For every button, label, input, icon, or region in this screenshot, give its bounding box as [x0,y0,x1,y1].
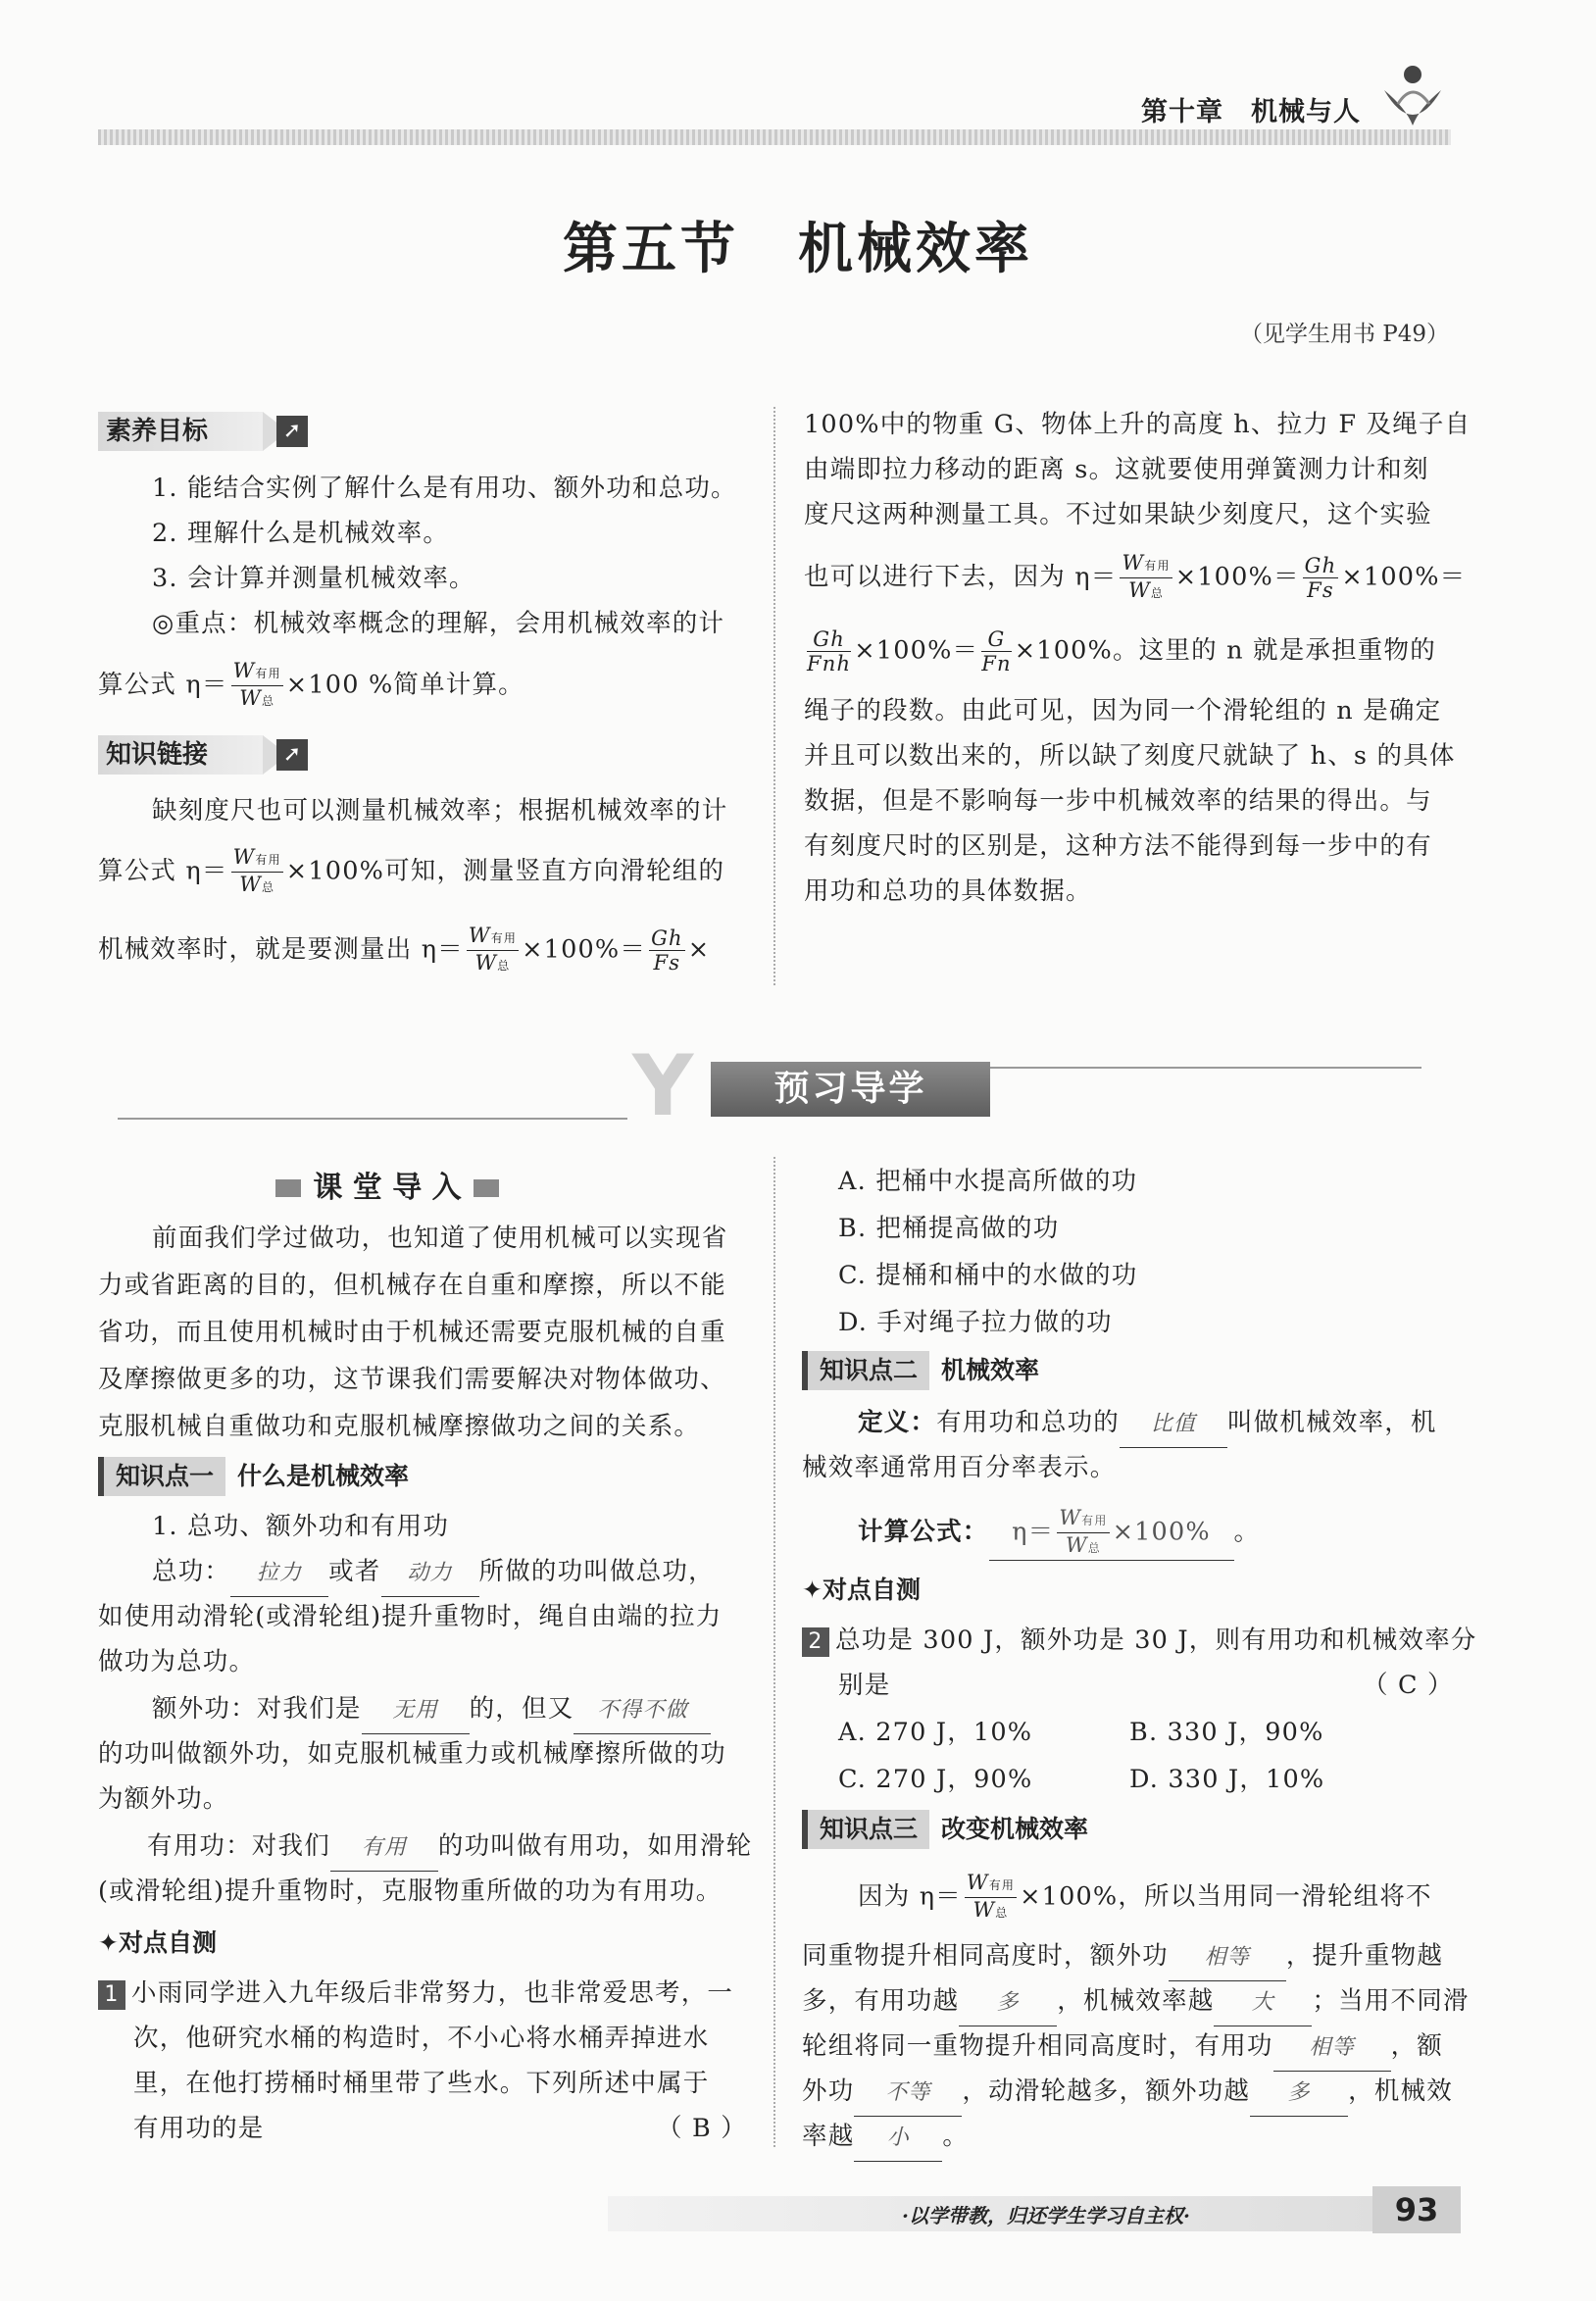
goals-tag: 素养目标 [98,412,263,451]
intro-line-1: 前面我们学过做功，也知道了使用机械可以实现省 [152,1224,728,1253]
answer-blank: 相等 [1273,2026,1391,2072]
star-icon: ✦ [802,1576,823,1604]
kp3-line-2: 同重物提升相同高度时，额外功 相等 ，提升重物越 [802,1933,1443,1981]
question-1-line-2: 次，他研究水桶的构造时，不小心将水桶弄掉进水 [133,2024,710,2053]
formula-blank: η＝ $\frac{\text{W有用}}{\text{W总}}$ ×100% [989,1506,1234,1561]
efficiency-fraction: $\frac{\text{W有用}}{\text{W总}}$ [232,845,281,896]
decor-block [275,1179,301,1197]
focus-line-1: ◎重点：机械效率概念的理解，会用机械效率的计 [152,609,725,638]
extra-work-line-3: 为额外功。 [98,1784,229,1814]
efficiency-fraction: $\frac{\text{W有用}}{\text{W总}}$ [966,1871,1016,1922]
intro-line-5: 克服机械自重做功和克服机械摩擦做功之间的关系。 [98,1412,701,1441]
q2-option-a: A. 270 J，10% [838,1718,1033,1747]
q1-option-c: C. 提桶和桶中的水做的功 [838,1261,1138,1290]
explain-line-7: 并且可以数出来的，所以缺了刻度尺就缺了 h、s 的具体 [804,741,1456,771]
focus-formula-suffix: ×100 %简单计算。 [285,670,524,700]
question-2-answer: （ C ） [1363,1671,1454,1700]
link-line-2: 算公式 η＝ $\frac{\text{W有用}}{\text{W总}}$ ×100%可知，测量竖直方向滑轮组的 [98,845,724,899]
answer-blank: 拉力 [230,1551,328,1597]
definition-line-2: 械效率通常用百分率表示。 [802,1453,1117,1482]
star-icon: ✦ [98,1928,119,1957]
efficiency-fraction: $\frac{\text{W有用}}{\text{W总}}$ [1122,551,1171,602]
total-work-line-2: 如使用动滑轮(或滑轮组)提升重物时，绳自由端的拉力 [98,1602,723,1631]
answer-blank: 比值 [1120,1402,1227,1448]
answer-blank: 不得不做 [574,1688,711,1734]
answer-blank: 有用 [330,1826,438,1872]
kp3-line-1: 因为 η＝ $\frac{\text{W有用}}{\text{W总}}$ ×100%，所以当用同一滑轮组将不 [858,1871,1432,1925]
explain-line-5: $\frac{Gh}{\text{Fnh}}$ ×100%＝ $\frac{G}{Fn}$ ×100%。这里的 n 就是承担重物的 [807,627,1436,675]
useful-work-line-2: (或滑轮组)提升重物时，克服物重所做的功为有用功。 [98,1876,723,1906]
q2-option-b: B. 330 J，90% [1129,1718,1324,1747]
self-test-heading: ✦对点自测 [98,1928,217,1957]
kp3-line-3: 多，有用功越 多 ，机械效率越 大 ；当用不同滑 [802,1978,1470,2026]
q1-option-a: A. 把桶中水提高所做的功 [838,1167,1138,1196]
banner-line-right [990,1067,1421,1069]
arrow-icon: ➚ [276,416,308,447]
arrow-icon: ➚ [276,739,308,771]
answer-blank: 小 [854,2116,942,2162]
q1-option-d: D. 手对绳子拉力做的功 [838,1308,1113,1337]
self-test-heading: ✦对点自测 [802,1576,921,1604]
q2-option-c: C. 270 J，90% [838,1765,1033,1794]
focus-line-2 [98,659,524,713]
intro-line-4: 及摩擦做更多的功，这节课我们需要解决对物体做功、 [98,1365,726,1394]
explain-line-3: 度尺这两种测量工具。不过如果缺少刻度尺，这个实验 [804,500,1432,529]
question-2-line-2: 别是 [838,1671,891,1700]
formula-line: 计算公式： η＝ $\frac{\text{W有用}}{\text{W总}}$ ×100% 。 [858,1506,1260,1561]
efficiency-fraction: $\frac{\text{W有用}}{\text{W总}}$ [232,659,281,710]
focus-formula-prefix: 算公式 η＝ [98,670,228,700]
answer-blank: 无用 [362,1688,470,1734]
column-divider [773,407,775,985]
reference-note: （见学生用书 P49） [1239,322,1449,347]
explain-line-8: 数据，但是不影响每一步中机械效率的结果的得出。与 [804,786,1432,816]
question-1-line-1: 1 小雨同学进入九年级后非常努力，也非常爱思考，一 [98,1971,733,2016]
q1-option-b: B. 把桶提高做的功 [838,1214,1060,1243]
gh-fs-fraction: $\frac{Gh}{Fs}$ [651,926,683,975]
gh-fnh-fraction: $\frac{Gh}{\text{Fnh}}$ [807,627,852,675]
page-title: 第五节 机械效率 [563,217,1033,281]
extra-work-line-2: 的功叫做额外功，如克服机械重力或机械摩擦所做的功 [98,1739,726,1769]
explain-line-9: 有刻度尺时的区别是，这种方法不能得到每一步中的有 [804,831,1432,861]
banner-line-left [118,1118,627,1120]
question-1-answer: （ B ） [657,2114,747,2143]
kp3-line-4: 轮组将同一重物提升相同高度时，有用功 相等 ，额 [802,2024,1443,2072]
knowledge-point-3: 知识点三 改变机械效率 [802,1810,1088,1849]
explain-line-4: 也可以进行下去，因为 η＝ $\frac{\text{W有用}}{\text{W总}}$ ×100%＝ $\frac{Gh}{Fs}$ ×100%＝ [804,551,1466,605]
definition-line-1: 定义：有用功和总功的 比值 叫做机械效率，机 [858,1400,1437,1448]
link-line-3: 机械效率时，就是要测量出 η＝ $\frac{\text{W有用}}{\text{W总}}$ ×100%＝ $\frac{Gh}{Fs}$ × [98,924,710,977]
logo-icon [1380,61,1445,133]
answer-blank: 不等 [854,2071,962,2117]
footer-motto: ·以学带教，归还学生学习自主权· [902,2204,1190,2227]
question-1-line-3: 里，在他打捞桶时桶里带了些水。下列所述中属于 [133,2069,710,2098]
extra-work-line-1: 额外功：对我们是 无用 的，但又 不得不做 [152,1686,711,1734]
q2-option-d: D. 330 J，10% [1129,1765,1325,1794]
explain-line-1: 100%中的物重 G、物体上升的高度 h、拉力 F 及绳子自 [804,410,1471,439]
decor-block [474,1179,499,1197]
kp1-subtitle: 1. 总功、额外功和有用功 [152,1512,450,1541]
link-tag: 知识链接 [98,735,263,775]
knowledge-point-2: 知识点二 机械效率 [802,1351,1039,1390]
total-work-line-1: 总功： 拉力 或者 动力 所做的功叫做总功， [152,1549,715,1597]
preview-banner: 预习导学 [711,1062,990,1117]
question-2-line-1: 2 总功是 300 J，额外功是 30 J，则有用功和机械效率分 [802,1618,1477,1663]
useful-work-line-1: 有用功：对我们 有用 的功叫做有用功，如用滑轮 [147,1824,752,1872]
kp3-line-6: 率越 小 。 [802,2114,969,2162]
explain-line-10: 用功和总功的具体数据。 [804,876,1092,906]
question-number: 1 [98,1980,125,2010]
question-1-line-4: 有用功的是 [133,2114,265,2143]
efficiency-fraction: $\frac{\text{W有用}}{\text{W总}}$ [1059,1506,1108,1557]
link-line-1: 缺刻度尺也可以测量机械效率；根据机械效率的计 [152,796,728,825]
answer-blank: 多 [1250,2071,1348,2117]
answer-blank: 动力 [381,1551,479,1597]
page-number: 93 [1372,2186,1461,2233]
intro-line-3: 省功，而且使用机械时由于机械还需要克服机械的自重 [98,1318,726,1347]
preview-letter: Y [632,1037,694,1135]
g-fn-fraction: $\frac{G}{Fn}$ [981,627,1012,675]
answer-blank: 大 [1214,1980,1312,2026]
chapter-title: 第十章 机械与人 [1141,97,1361,127]
total-work-line-3: 做功为总功。 [98,1647,256,1676]
kp3-line-5: 外功 不等 ，动滑轮越多，额外功越 多 ，机械效 [802,2069,1453,2117]
goal-2: 2. 理解什么是机械效率。 [152,519,450,548]
question-number: 2 [802,1627,829,1657]
answer-blank: 多 [959,1980,1057,2026]
column-divider [773,1157,775,2147]
answer-blank: 相等 [1169,1935,1286,1981]
intro-line-2: 力或省距离的目的，但机械存在自重和摩擦，所以不能 [98,1271,726,1300]
goal-1: 1. 能结合实例了解什么是有用功、额外功和总功。 [152,474,737,503]
header-band [98,129,1451,145]
explain-line-2: 由端即拉力移动的距离 s。这就要使用弹簧测力计和刻 [804,455,1429,484]
goal-3: 3. 会计算并测量机械效率。 [152,564,475,593]
knowledge-point-1: 知识点一 什么是机械效率 [98,1457,409,1496]
efficiency-fraction: $\frac{\text{W有用}}{\text{W总}}$ [468,924,518,975]
intro-title: 课 堂 导 入 [0,1163,774,1206]
explain-line-6: 绳子的段数。由此可见，因为同一个滑轮组的 n 是确定 [804,696,1442,725]
gh-fs-fraction: $\frac{Gh}{Fs}$ [1304,554,1337,602]
